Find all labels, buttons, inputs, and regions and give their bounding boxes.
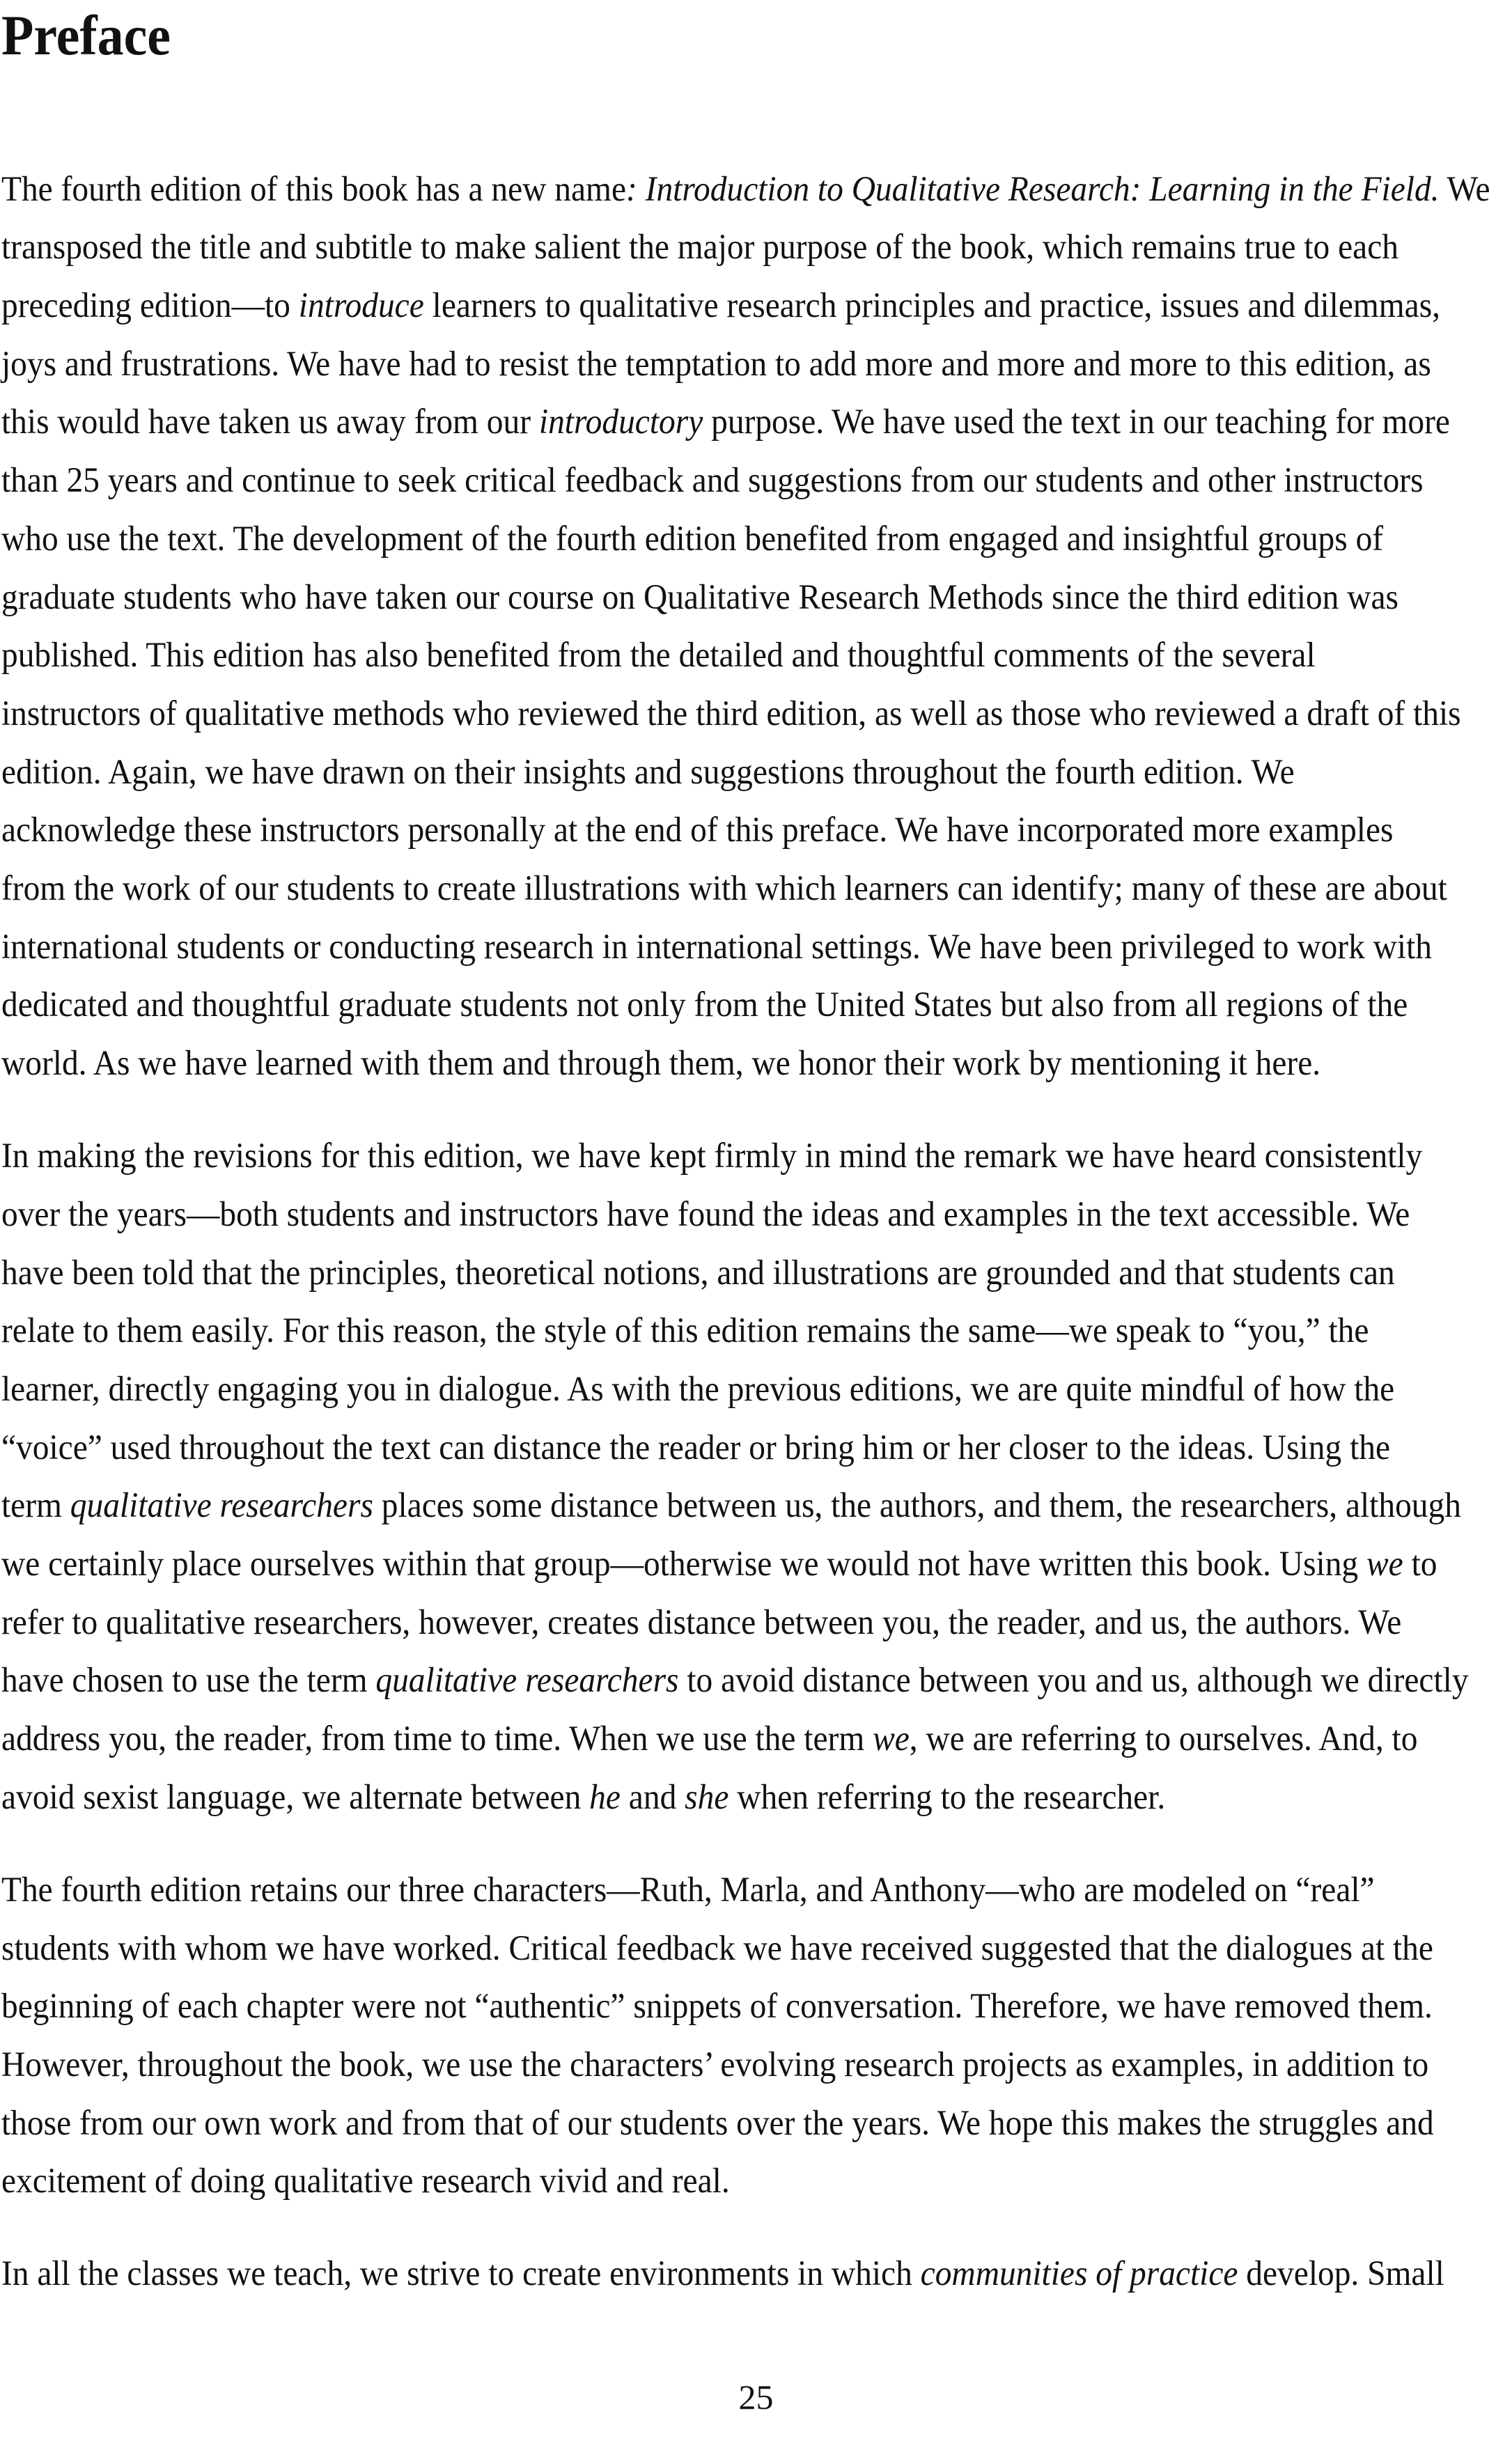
text-line [1, 1870, 1478, 1931]
text-line-content [1, 985, 1408, 1025]
text-line [1, 985, 1512, 1046]
text-line-content [1, 1547, 1437, 1582]
text-line-content [1, 1139, 1422, 1174]
text-run: joys and frustrations. We have had to resist the temptation to add more and more and more to this edition, as [1, 344, 1431, 384]
text-line-content [1, 1313, 1369, 1349]
text-run: graduate students who have taken our course on Qualitative Research Methods since the third edition was [1, 577, 1398, 617]
text-line-content [1, 1777, 1166, 1817]
italic-text: qualitative researchers [375, 1661, 679, 1701]
text-run: this would have taken us away from our [1, 403, 539, 442]
text-line [1, 1313, 1472, 1372]
text-run: preceding edition—to [1, 286, 299, 325]
text-line-content [1, 1719, 1418, 1759]
text-line [1, 1488, 1512, 1547]
text-run: published. This edition has also benefited from the detailed and thoughtful comments of the several [1, 636, 1316, 676]
italic-text: communities of practice [920, 2254, 1238, 2294]
text-run: avoid sexist language, we alternate between [1, 1777, 590, 1817]
text-line-content [1, 1430, 1390, 1466]
text-line [1, 577, 1504, 639]
italic-text: she [685, 1777, 729, 1817]
text-line-content [1, 577, 1398, 617]
text-line-content [1, 927, 1432, 967]
text-line-content [1, 1870, 1375, 1910]
text-run: over the years—both students and instructors have found the ideas and examples in the text accessible. We [1, 1194, 1410, 1234]
text-line-content [1, 696, 1461, 732]
text-line [1, 1547, 1512, 1605]
text-line-content [1, 344, 1431, 384]
text-run: world. As we have learned with them and through them, we honor their work by mentioning it here. [1, 1044, 1321, 1084]
text-line [1, 2164, 784, 2222]
text-line [1, 1369, 1499, 1430]
text-line-content [1, 463, 1424, 499]
text-run: edition. Again, we have drawn on their insights and suggestions throughout the fourth edition. We [1, 752, 1295, 792]
text-run: In making the revisions for this edition, we have kept firmly in mind the remark we have heard consistently [1, 1137, 1423, 1176]
text-line [1, 1430, 1495, 1489]
text-line [1, 405, 1512, 463]
text-line-content [1, 1369, 1395, 1409]
text-line [1, 638, 1414, 696]
text-line [1, 1602, 1507, 1664]
text-run: We [1439, 169, 1490, 209]
italic-text: : Introduction to Qualitative Research: Learning in the Field. [626, 169, 1440, 209]
text-line [1, 519, 1487, 580]
page-title [1, 3, 185, 68]
text-run: refer to qualitative researchers, however, creates distance between you, the reader, and us, the authors. We [1, 1602, 1402, 1642]
text-run: term [1, 1486, 70, 1526]
text-run: places some distance between us, the authors, and them, the researchers, although [373, 1486, 1461, 1526]
italic-text: we [873, 1719, 910, 1759]
text-run: learner, directly engaging you in dialogue. As with the previous editions, we are quite mindful of how the [1, 1369, 1395, 1409]
text-line-content [1, 2103, 1434, 2143]
text-line-content [1, 1987, 1433, 2027]
text-run: to avoid distance between you and us, although we directly [678, 1661, 1469, 1701]
text-line [1, 752, 1392, 813]
text-run: have been told that the principles, theoretical notions, and illustrations are grounded and that students can [1, 1253, 1395, 1293]
text-run: to [1403, 1545, 1437, 1584]
text-line [1, 1194, 1512, 1256]
text-line [1, 230, 1504, 288]
text-line [1, 696, 1512, 755]
text-run: from the work of our students to create illustrations with which learners can identify; many of these are about [1, 869, 1447, 908]
text-run: acknowledge these instructors personally at the end of this preface. We have incorporated more examples [1, 811, 1394, 850]
text-line-content [1, 871, 1447, 907]
text-run: excitement of doing qualitative research vivid and real. [1, 2162, 730, 2201]
text-line [1, 1046, 1420, 1105]
text-line-content [1, 1488, 1461, 1524]
text-run: “voice” used throughout the text can distance the reader or bring him or her closer to the ideas. Using the [1, 1428, 1391, 1467]
text-run: instructors of qualitative methods who reviewed the third edition, as well as those who reviewed a draft of this [1, 694, 1461, 733]
text-run: dedicated and thoughtful graduate students not only from the United States but also from all regions of the [1, 985, 1408, 1025]
text-line [1, 1777, 1253, 1839]
text-run: , we are referring to ourselves. And, to [909, 1719, 1418, 1759]
text-line-content [1, 813, 1393, 848]
italic-text: qualitative researchers [70, 1486, 373, 1526]
text-run: beginning of each chapter were not “authentic” snippets of conversation. Therefore, we have removed them. [1, 1987, 1433, 2027]
text-run: we certainly place ourselves within that group—otherwise we would not have written this book. Using [1, 1545, 1367, 1584]
text-line-content [1, 1253, 1395, 1293]
text-line [1, 344, 1512, 405]
text-run: students with whom we have worked. Critical feedback we have received suggested that the dialogues at the [1, 1928, 1433, 1968]
text-line [1, 1253, 1499, 1314]
italic-text: he [589, 1777, 621, 1817]
text-run: address you, the reader, from time to time. When we use the term [1, 1719, 873, 1759]
text-line-content [1, 230, 1398, 265]
italic-text: introductory [538, 403, 703, 442]
text-line-content [1, 2047, 1428, 2083]
text-run: those from our own work and from that of our students over the years. We hope this makes the struggles and [1, 2103, 1434, 2143]
text-line [1, 1928, 1512, 1990]
text-line [1, 2103, 1512, 2164]
text-line [1, 463, 1512, 522]
text-line-content [1, 1602, 1402, 1642]
text-run: The fourth edition retains our three characters—Ruth, Marla, and Anthony—who are modeled on “real” [1, 1870, 1375, 1910]
text-run: than 25 years and continue to seek critical feedback and suggestions from our students and other instructors [1, 461, 1424, 501]
text-line-content [1, 1928, 1433, 1968]
text-line-content [1, 519, 1384, 559]
text-run: purpose. We have used the text in our teaching for more [703, 403, 1450, 442]
text-run: and [620, 1777, 685, 1817]
text-line [1, 927, 1512, 988]
text-line-content [1, 2256, 1444, 2292]
text-line [1, 288, 1512, 347]
text-line [1, 2047, 1512, 2106]
page-title-text: Preface [1, 3, 171, 68]
italic-text: introduce [298, 286, 424, 325]
text-run: international students or conducting research in international settings. We have been privileged to work with [1, 927, 1432, 967]
text-line-content [1, 1663, 1469, 1699]
text-line [1, 1663, 1512, 1722]
text-line-content [1, 1194, 1410, 1234]
text-run: transposed the title and subtitle to make salient the major purpose of the book, which remains true to each [1, 228, 1399, 267]
text-line-content [1, 405, 1450, 440]
text-run: However, throughout the book, we use the characters’ evolving research projects as examples, in addition to [1, 2045, 1429, 2084]
text-run: have chosen to use the term [1, 1661, 376, 1701]
text-run: develop. Small [1238, 2254, 1444, 2294]
text-run: In all the classes we teach, we strive to create environments in which [1, 2254, 921, 2294]
text-run: relate to them easily. For this reason, the style of this edition remains the same—we speak to “you,” the [1, 1311, 1369, 1351]
text-line-content [1, 752, 1295, 792]
text-run: when referring to the researcher. [728, 1777, 1166, 1817]
text-line-content [1, 636, 1316, 676]
page-number: 25 [738, 2377, 774, 2417]
text-line [1, 1989, 1512, 2047]
text-line-content [1, 2164, 730, 2199]
text-run: The fourth edition of this book has a new name [1, 169, 627, 209]
text-line [1, 871, 1512, 930]
text-run: learners to qualitative research principles and practice, issues and dilemmas, [423, 286, 1441, 325]
text-line-content [1, 288, 1440, 324]
text-line [1, 1719, 1512, 1780]
text-line [1, 1139, 1512, 1197]
text-run: who use the text. The development of the fourth edition benefited from engaged and insightful groups of [1, 519, 1384, 559]
italic-text: we [1366, 1545, 1403, 1584]
text-line-content [1, 1046, 1320, 1082]
text-line [1, 2256, 1512, 2315]
text-line [1, 169, 1512, 231]
text-line [1, 813, 1498, 871]
text-line-content [1, 169, 1490, 209]
